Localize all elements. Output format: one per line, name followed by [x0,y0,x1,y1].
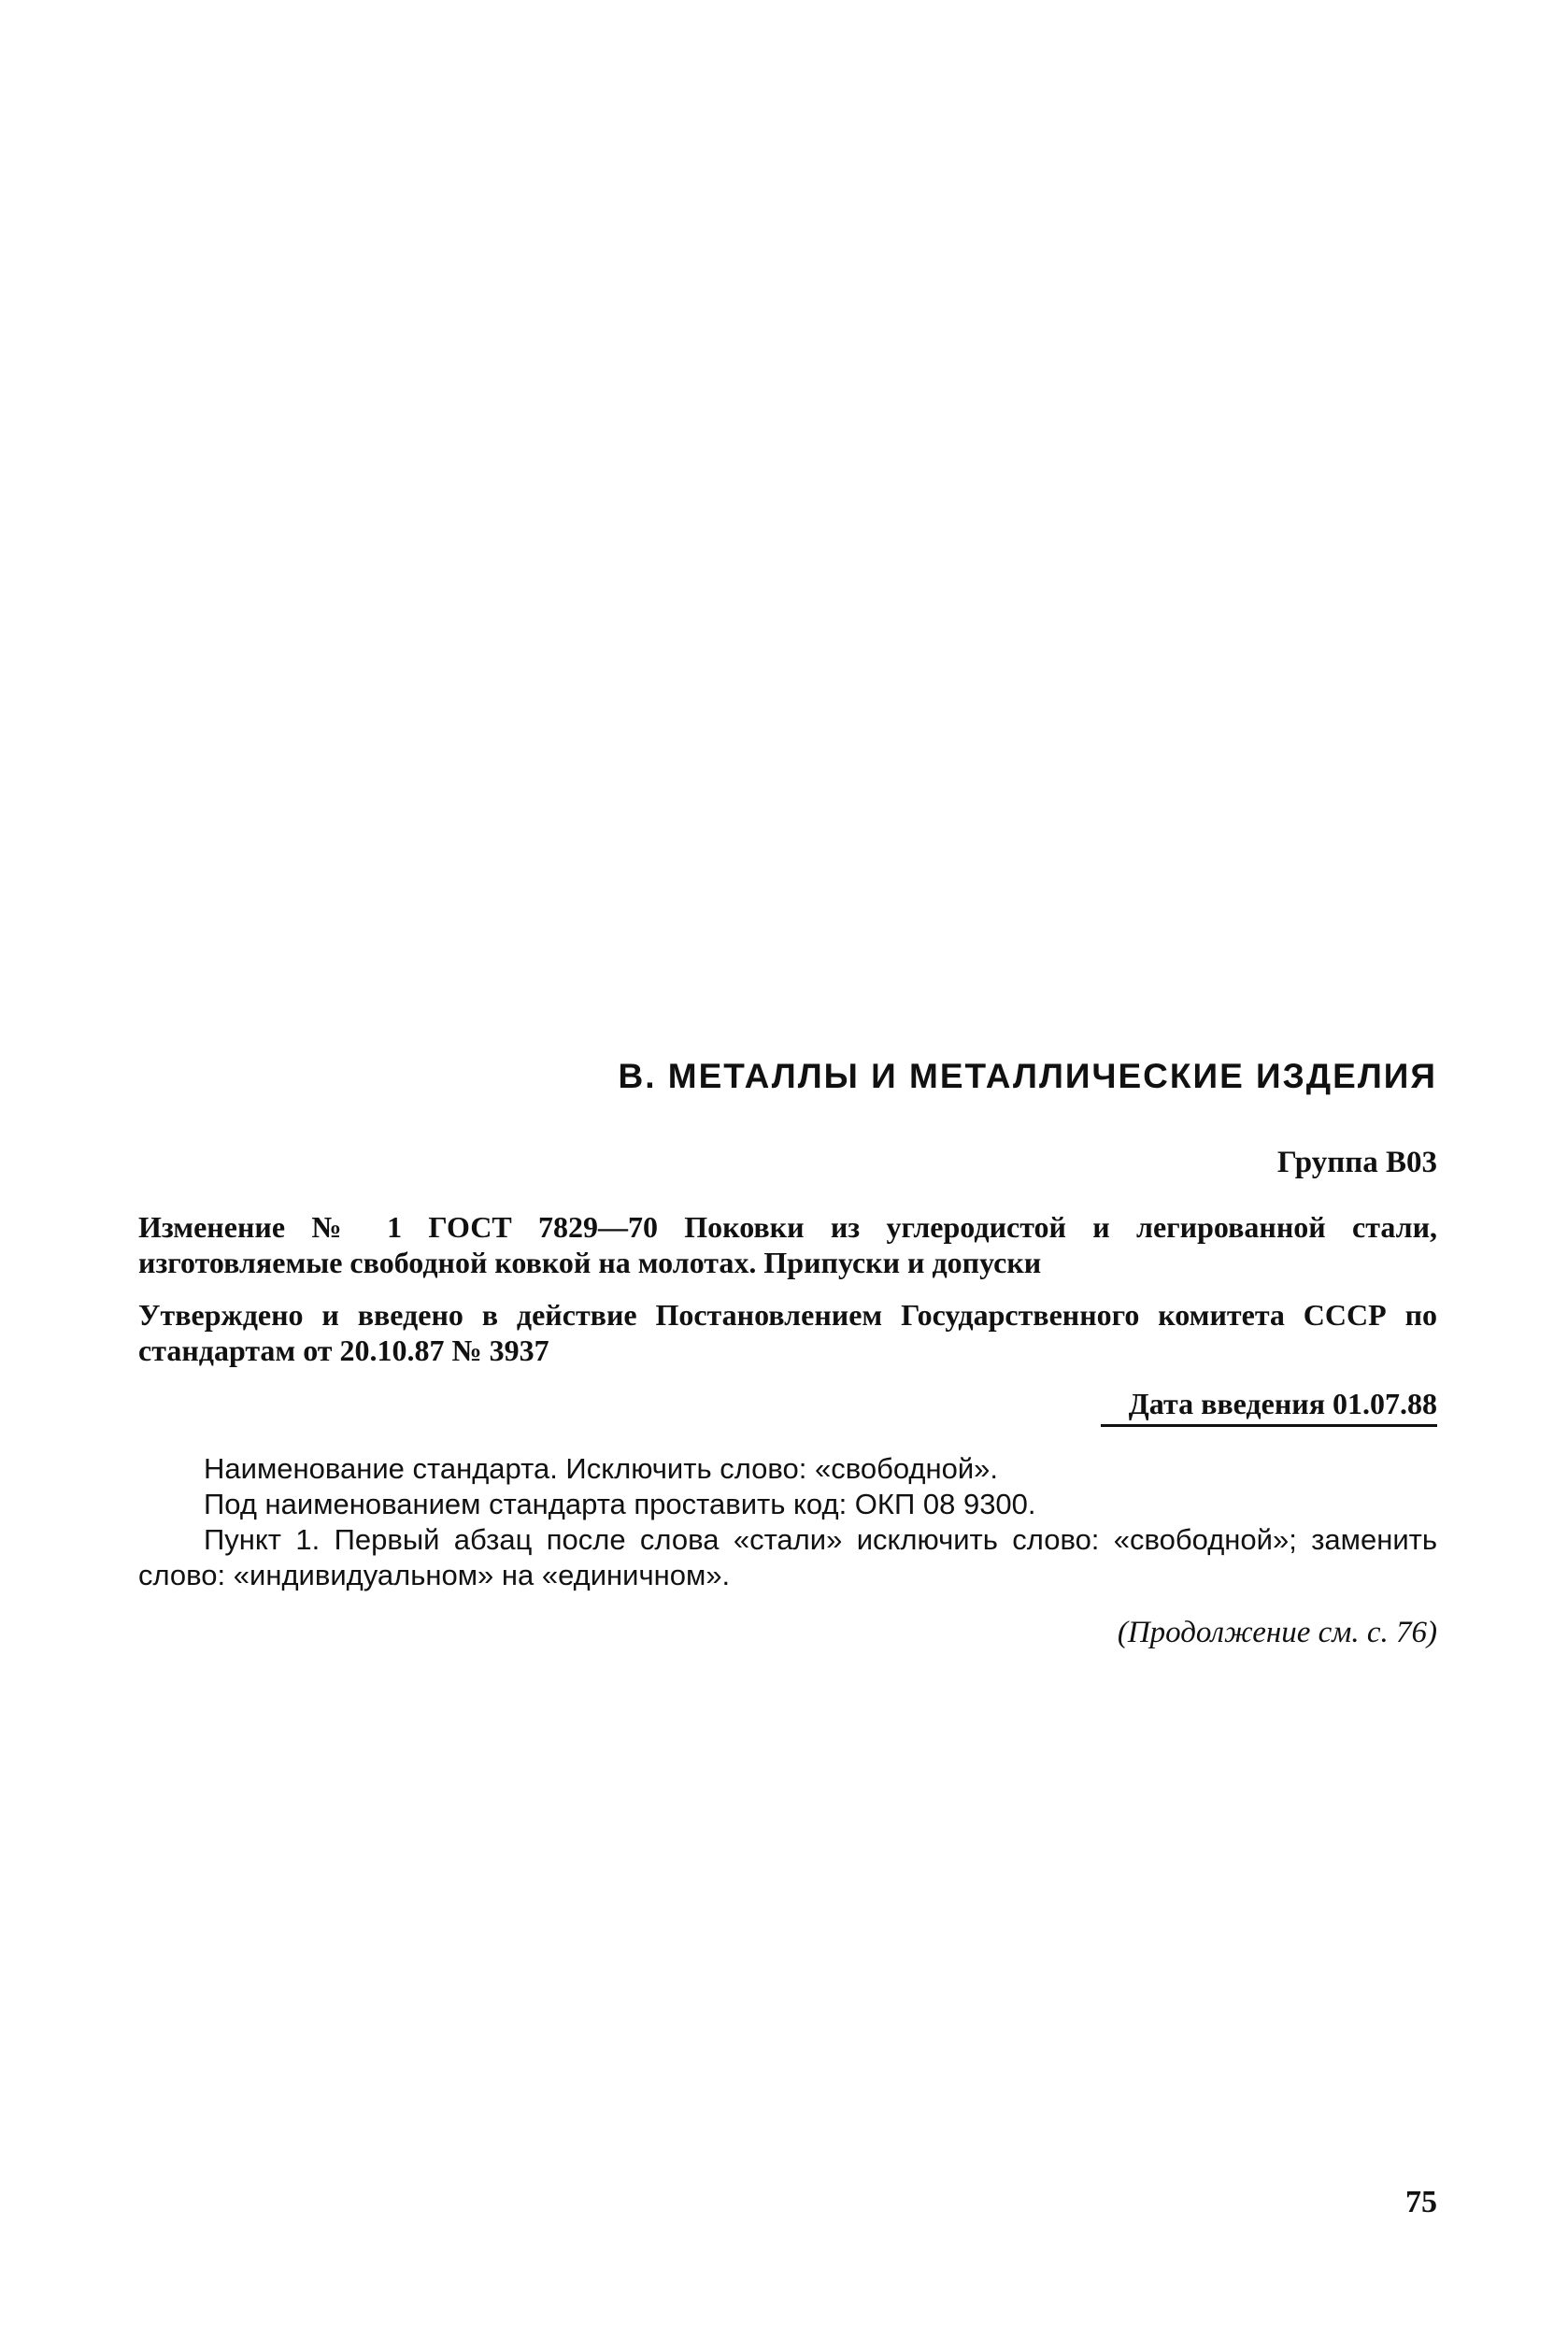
group-label: Группа В03 [1276,1146,1437,1179]
effective-date: Дата введения 01.07.88 [1101,1385,1437,1427]
body-paragraph-2: Под наименованием стандарта проставить код: ОКП 08 9300. [204,1488,1036,1520]
page-number: 75 [1405,2185,1437,2219]
body-paragraph-3: Пункт 1. Первый абзац после слова «стали» исключить слово: «свободной»; заменить слово: «индивидуальном» на «единичном». [138,1523,1437,1591]
approval-statement: Утверждено и введено в действие Постановлением Государственного комитета СССР по стандартам от 20.10.87 № 3937 [138,1298,1437,1367]
continuation-note: (Продолжение см. с. 76) [1117,1616,1437,1649]
section-title: В. МЕТАЛЛЫ И МЕТАЛЛИЧЕСКИЕ ИЗДЕЛИЯ [618,1057,1437,1095]
page-content [138,1056,1437,1651]
effective-date-row [138,1385,1437,1427]
change-title: Изменение № 1 ГОСТ 7829—70 Поковки из углеродистой и легированной стали, изготовляемые свободной ковкой на молотах. Припуски и допуски [138,1210,1437,1279]
body-paragraph-1: Наименование стандарта. Исключить слово: «свободной». [204,1452,999,1485]
